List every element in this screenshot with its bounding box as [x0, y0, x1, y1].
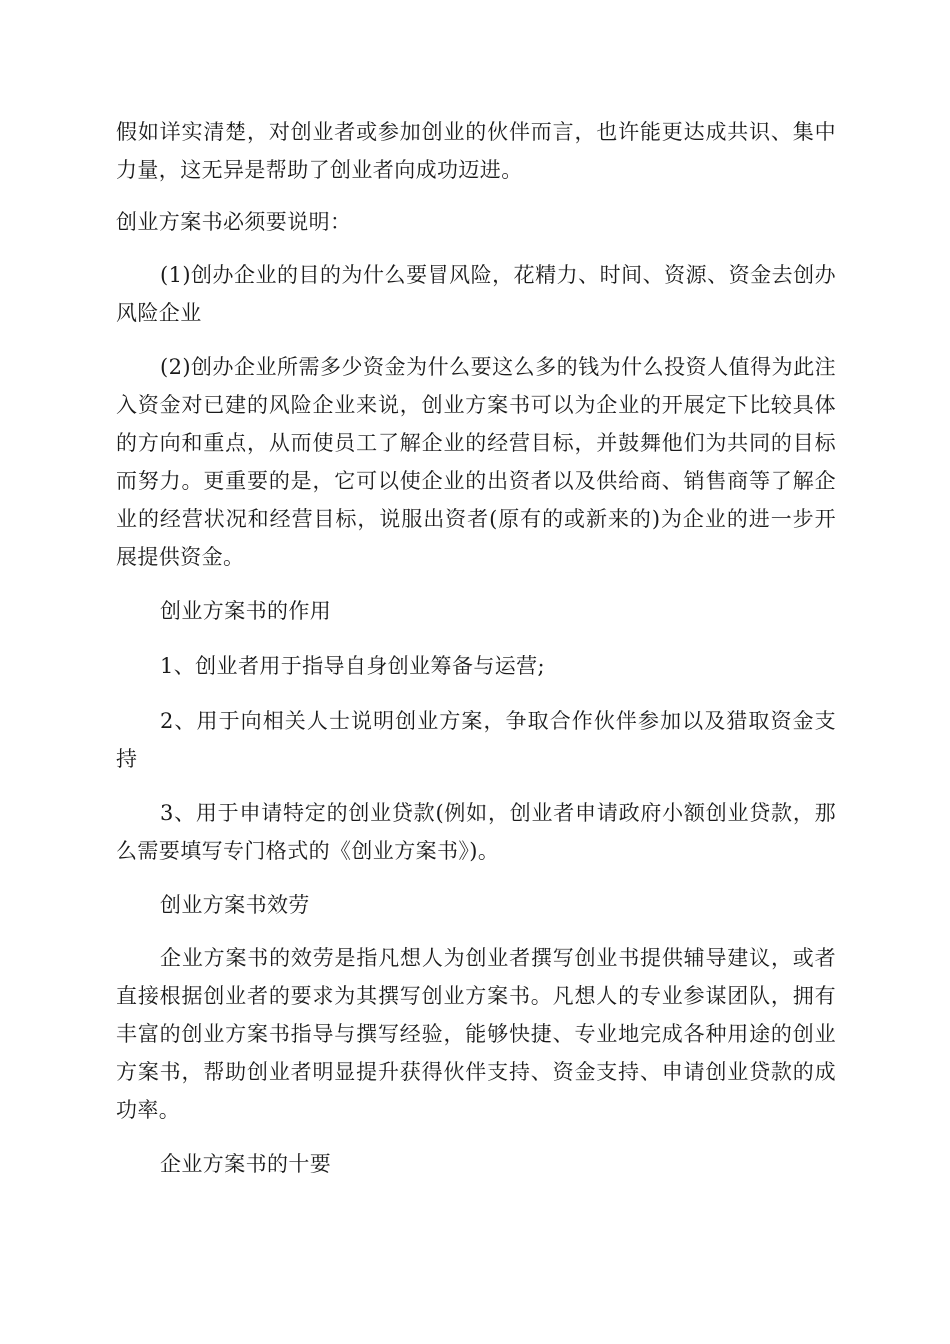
section-heading-ten-points: 企业方案书的十要 — [160, 1152, 332, 1176]
paragraph-intro: 假如详实清楚，对创业者或参加创业的伙伴而言，也许能更达成共识、集中力量，这无异是帮助了创业者向成功迈进。 — [116, 120, 836, 182]
list-item-2: 2、用于向相关人士说明创业方案，争取合作伙伴参加以及猎取资金支持 — [116, 709, 836, 771]
paragraph-item-1: (1)创办企业的目的为什么要冒风险，花精力、时间、资源、资金去创办风险企业 — [116, 263, 836, 325]
section-heading-service: 创业方案书效劳 — [160, 893, 310, 917]
section-heading-purpose: 创业方案书的作用 — [160, 599, 332, 623]
paragraph-must-explain: 创业方案书必须要说明： — [116, 210, 352, 234]
paragraph-service: 企业方案书的效劳是指凡想人为创业者撰写创业书提供辅导建议，或者直接根据创业者的要求为其撰写创业方案书。凡想人的专业参谋团队，拥有丰富的创业方案书指导与撰写经验，能够快捷、专业地完成各种用途的创业方案书，帮助创业者明显提升获得伙伴支持、资金支持、申请创业贷款的成功率。 — [116, 946, 836, 1122]
list-item-3: 3、用于申请特定的创业贷款(例如，创业者申请政府小额创业贷款，那么需要填写专门格式的《创业方案书》)。 — [116, 801, 836, 863]
paragraph-item-2: (2)创办企业所需多少资金为什么要这么多的钱为什么投资人值得为此注入资金对已建的风险企业来说，创业方案书可以为企业的开展定下比较具体的方向和重点，从而使员工了解企业的经营目标，并鼓舞他们为共同的目标而努力。更重要的是，它可以使企业的出资者以及供给商、销售商等了解企业的经营状况和经营目标，说服出资者(原有的或新来的)为企业的进一步开展提供资金。 — [116, 355, 836, 569]
list-item-1: 1、创业者用于指导自身创业筹备与运营; — [160, 654, 546, 678]
